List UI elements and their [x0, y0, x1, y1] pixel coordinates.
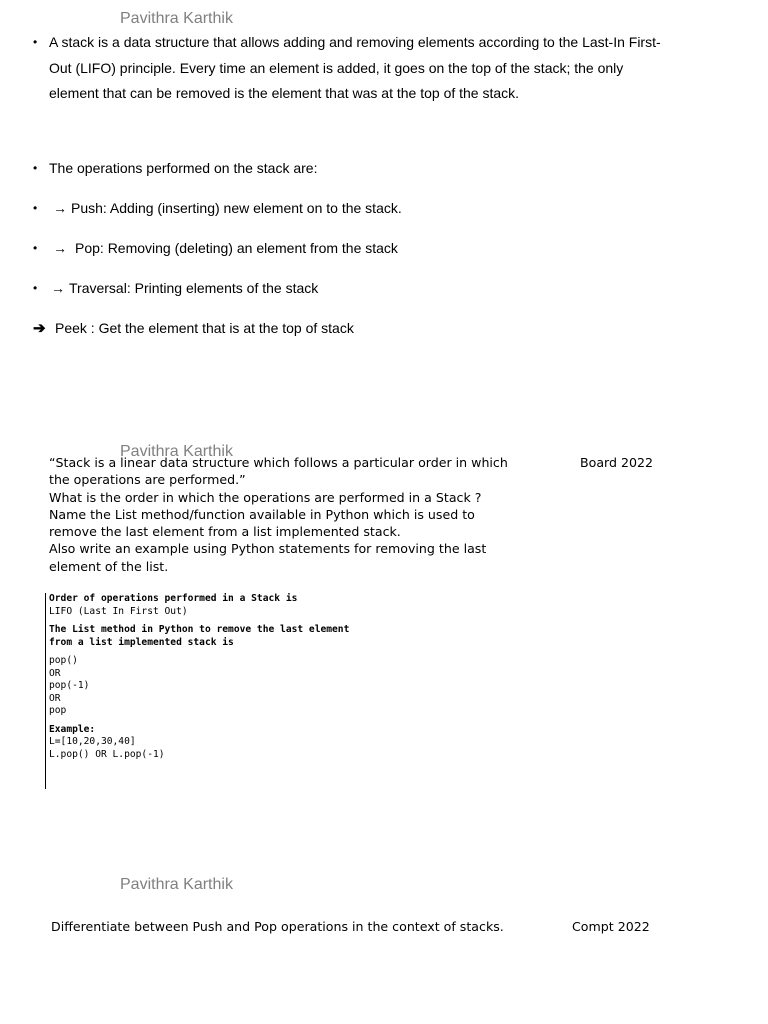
question-line: element of the list. [49, 558, 169, 574]
definition-line: A stack is a data structure that allows adding and removing elements according to the Last-In First- [49, 34, 661, 50]
operation-item-peek [33, 316, 693, 342]
question-line: the operations are performed.” [49, 472, 246, 488]
question-line: What is the order in which the operations are performed in a Stack ? [49, 489, 482, 505]
answer-line: from a list implemented stack is [49, 636, 234, 648]
operation-text: Push: Adding (inserting) new element on to the stack. [71, 200, 402, 216]
answer-line: pop(-1) [49, 680, 90, 691]
operation-item-pop [33, 236, 693, 262]
bold-arrow-icon: ➔ [33, 320, 46, 337]
answer-line: Order of operations performed in a Stack is [49, 593, 298, 604]
answer-line: L=[10,20,30,40] [49, 736, 136, 747]
definition-bullet [33, 30, 693, 107]
exam-tag: Compt 2022 [572, 919, 650, 934]
operation-text: Pop: Removing (deleting) an element from the stack [75, 240, 398, 256]
answer-line: Example: [49, 723, 96, 735]
answer-line: pop [49, 705, 67, 716]
bullet-icon: • [33, 241, 38, 255]
question-board-2022 [49, 454, 508, 575]
operation-item-push [33, 196, 693, 222]
question-line: remove the last element from a list implemented stack. [49, 524, 401, 540]
question-line: Name the List method/function available in Python which is used to [49, 506, 475, 522]
bullet-icon: • [33, 35, 38, 49]
answer-box [45, 593, 466, 789]
watermark-author: Pavithra Karthik [120, 10, 233, 27]
operation-item-traversal [33, 276, 693, 302]
answer-line: OR [49, 667, 61, 679]
operations-intro-bullet [33, 156, 693, 182]
answer-line: pop() [49, 655, 78, 666]
operation-text: Traversal: Printing elements of the stack [69, 280, 319, 296]
definition-line: element that can be removed is the element that was at the top of the stack. [49, 85, 520, 101]
operations-intro: The operations performed on the stack are: [49, 160, 318, 176]
arrow-right-icon: → [53, 240, 67, 256]
bullet-icon: • [33, 201, 38, 215]
bullet-icon: • [33, 281, 38, 295]
definition-text [49, 30, 693, 107]
definition-line: Out (LIFO) principle. Every time an element is added, it goes on the top of the stack; the only [49, 59, 624, 76]
question-line: “Stack is a linear data structure which follows a particular order in which [49, 455, 508, 470]
watermark-author: Pavithra Karthik [120, 876, 233, 893]
answer-line: OR [49, 692, 61, 704]
arrow-right-icon: → [53, 200, 67, 216]
arrow-right-icon: → [51, 280, 65, 296]
bullet-icon: • [33, 161, 38, 175]
question-compt-2022: Differentiate between Push and Pop operations in the context of stacks. [51, 919, 504, 934]
operation-text: Peek : Get the element that is at the top of stack [55, 320, 354, 336]
answer-line: LIFO (Last In First Out) [49, 605, 188, 617]
question-line: Also write an example using Python statements for removing the last [49, 541, 487, 557]
exam-tag: Board 2022 [580, 455, 654, 470]
answer-line: The List method in Python to remove the last element [49, 624, 350, 635]
answer-line: L.pop() OR L.pop(-1) [49, 748, 165, 760]
watermark-author: Pavithra Karthik [120, 443, 233, 460]
